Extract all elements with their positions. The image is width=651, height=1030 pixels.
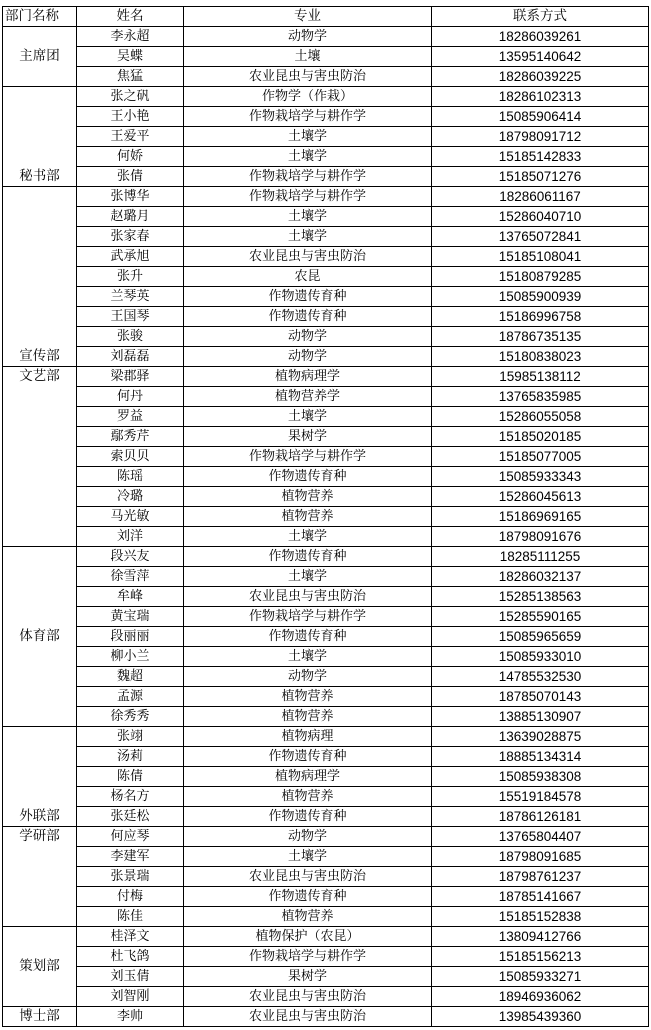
phone-cell[interactable]: 14785532530	[432, 667, 649, 687]
table-row	[3, 427, 649, 447]
major-cell[interactable]: 作物遗传育种	[184, 807, 432, 827]
major-cell[interactable]: 土壤	[184, 47, 432, 67]
header-name[interactable]: 姓名	[77, 7, 184, 27]
table-row	[3, 747, 649, 767]
phone-cell[interactable]: 15180838023	[432, 347, 649, 367]
phone-cell[interactable]: 15185152838	[432, 907, 649, 927]
name-cell[interactable]: 陈瑶	[77, 467, 184, 487]
major-cell[interactable]: 农业昆虫与害虫防治	[184, 867, 432, 887]
table-row	[3, 447, 649, 467]
name-cell[interactable]: 兰琴英	[77, 287, 184, 307]
phone-cell[interactable]: 15085965659	[432, 627, 649, 647]
phone-cell[interactable]: 15185108041	[432, 247, 649, 267]
name-cell[interactable]: 黄宝瑞	[77, 607, 184, 627]
major-cell[interactable]: 植物营养	[184, 907, 432, 927]
table-row	[3, 507, 649, 527]
table-row	[3, 667, 649, 687]
table-row	[3, 687, 649, 707]
name-cell[interactable]: 张景瑞	[77, 867, 184, 887]
phone-cell[interactable]: 13765804407	[432, 827, 649, 847]
name-cell[interactable]: 刘智刚	[77, 987, 184, 1007]
major-cell[interactable]: 土壤学	[184, 127, 432, 147]
table-row	[3, 307, 649, 327]
name-cell[interactable]: 罗益	[77, 407, 184, 427]
phone-cell[interactable]: 18285111255	[432, 547, 649, 567]
major-cell[interactable]: 植物保护（农昆）	[184, 927, 432, 947]
major-cell[interactable]: 作物栽培学与耕作学	[184, 167, 432, 187]
name-cell[interactable]: 焦猛	[77, 67, 184, 87]
dept-cell[interactable]: 外联部	[3, 727, 77, 827]
table-row	[3, 227, 649, 247]
phone-cell[interactable]: 13809412766	[432, 927, 649, 947]
name-cell[interactable]: 张廷松	[77, 807, 184, 827]
phone-cell[interactable]: 15519184578	[432, 787, 649, 807]
major-cell[interactable]: 植物营养学	[184, 387, 432, 407]
name-cell[interactable]: 冷璐	[77, 487, 184, 507]
phone-cell[interactable]: 15185071276	[432, 167, 649, 187]
major-cell[interactable]: 作物栽培学与耕作学	[184, 947, 432, 967]
name-cell[interactable]: 王小艳	[77, 107, 184, 127]
table-row	[3, 187, 649, 207]
name-cell[interactable]: 李建军	[77, 847, 184, 867]
major-cell[interactable]: 农业昆虫与害虫防治	[184, 587, 432, 607]
major-cell[interactable]: 植物营养	[184, 707, 432, 727]
name-cell[interactable]: 刘磊磊	[77, 347, 184, 367]
major-cell[interactable]: 果树学	[184, 967, 432, 987]
table-row	[3, 67, 649, 87]
name-cell[interactable]: 张倩	[77, 167, 184, 187]
phone-cell[interactable]: 18946936062	[432, 987, 649, 1007]
phone-cell[interactable]: 18286039225	[432, 67, 649, 87]
name-cell[interactable]: 何丹	[77, 387, 184, 407]
major-cell[interactable]: 土壤学	[184, 407, 432, 427]
name-cell[interactable]: 付梅	[77, 887, 184, 907]
header-phone[interactable]: 联系方式	[432, 7, 649, 27]
table-row	[3, 627, 649, 647]
phone-cell[interactable]: 18286032137	[432, 567, 649, 587]
major-cell[interactable]: 植物营养	[184, 687, 432, 707]
major-cell[interactable]: 作物遗传育种	[184, 747, 432, 767]
table-row	[3, 847, 649, 867]
name-cell[interactable]: 王国琴	[77, 307, 184, 327]
table-row	[3, 167, 649, 187]
table-row	[3, 907, 649, 927]
major-cell[interactable]: 植物营养	[184, 487, 432, 507]
major-cell[interactable]: 作物遗传育种	[184, 627, 432, 647]
major-cell[interactable]: 动物学	[184, 347, 432, 367]
table-row	[3, 107, 649, 127]
name-cell[interactable]: 张博华	[77, 187, 184, 207]
phone-cell[interactable]: 18785141667	[432, 887, 649, 907]
table-row	[3, 47, 649, 67]
name-cell[interactable]: 张之矾	[77, 87, 184, 107]
name-cell[interactable]: 段兴友	[77, 547, 184, 567]
table-row	[3, 87, 649, 107]
phone-cell[interactable]: 15285138563	[432, 587, 649, 607]
major-cell[interactable]: 作物栽培学与耕作学	[184, 607, 432, 627]
phone-cell[interactable]: 18798091676	[432, 527, 649, 547]
major-cell[interactable]: 农昆	[184, 267, 432, 287]
header-dept[interactable]: 部门名称	[3, 7, 77, 27]
phone-cell[interactable]: 13595140642	[432, 47, 649, 67]
major-cell[interactable]: 动物学	[184, 327, 432, 347]
major-cell[interactable]: 农业昆虫与害虫防治	[184, 1007, 432, 1027]
dept-cell[interactable]: 文艺部	[3, 367, 77, 547]
table-row	[3, 147, 649, 167]
table-row	[3, 267, 649, 287]
phone-cell[interactable]: 13885130907	[432, 707, 649, 727]
name-cell[interactable]: 刘玉倩	[77, 967, 184, 987]
table-row	[3, 207, 649, 227]
major-cell[interactable]: 作物栽培学与耕作学	[184, 447, 432, 467]
table-row	[3, 127, 649, 147]
name-cell[interactable]: 徐秀秀	[77, 707, 184, 727]
table-row	[3, 607, 649, 627]
major-cell[interactable]: 植物病理学	[184, 367, 432, 387]
phone-cell[interactable]: 15085933343	[432, 467, 649, 487]
phone-cell[interactable]: 18798091712	[432, 127, 649, 147]
major-cell[interactable]: 植物营养	[184, 787, 432, 807]
phone-cell[interactable]: 15085900939	[432, 287, 649, 307]
table-row	[3, 287, 649, 307]
name-cell[interactable]: 赵璐月	[77, 207, 184, 227]
phone-cell[interactable]: 15285590165	[432, 607, 649, 627]
name-cell[interactable]: 吴蝶	[77, 47, 184, 67]
header-major[interactable]: 专业	[184, 7, 432, 27]
phone-cell[interactable]: 13765835985	[432, 387, 649, 407]
table-row	[3, 587, 649, 607]
phone-cell[interactable]: 15085933010	[432, 647, 649, 667]
name-cell[interactable]: 武承旭	[77, 247, 184, 267]
table-row	[3, 807, 649, 827]
dept-cell[interactable]: 策划部	[3, 927, 77, 1007]
dept-cell[interactable]: 主席团	[3, 27, 77, 87]
table-row	[3, 967, 649, 987]
major-cell[interactable]: 作物栽培学与耕作学	[184, 107, 432, 127]
phone-cell[interactable]: 18885134314	[432, 747, 649, 767]
name-cell[interactable]: 索贝贝	[77, 447, 184, 467]
name-cell[interactable]: 徐雪萍	[77, 567, 184, 587]
table-row	[3, 547, 649, 567]
name-cell[interactable]: 刘洋	[77, 527, 184, 547]
dept-cell[interactable]: 博士部	[3, 1007, 77, 1027]
table-row	[3, 247, 649, 267]
name-cell[interactable]: 杨名方	[77, 787, 184, 807]
phone-cell[interactable]: 15985138112	[432, 367, 649, 387]
phone-cell[interactable]: 18785070143	[432, 687, 649, 707]
phone-cell[interactable]: 13985439360	[432, 1007, 649, 1027]
phone-cell[interactable]: 15085906414	[432, 107, 649, 127]
phone-cell[interactable]: 18798761237	[432, 867, 649, 887]
phone-cell[interactable]: 15186969165	[432, 507, 649, 527]
name-cell[interactable]: 马光敏	[77, 507, 184, 527]
name-cell[interactable]: 何娇	[77, 147, 184, 167]
name-cell[interactable]: 杜飞鸽	[77, 947, 184, 967]
table-row	[3, 407, 649, 427]
major-cell[interactable]: 作物遗传育种	[184, 307, 432, 327]
phone-cell[interactable]: 15185142833	[432, 147, 649, 167]
name-cell[interactable]: 汤莉	[77, 747, 184, 767]
phone-cell[interactable]: 15185156213	[432, 947, 649, 967]
phone-cell[interactable]: 15085933271	[432, 967, 649, 987]
phone-cell[interactable]: 18286061167	[432, 187, 649, 207]
phone-cell[interactable]: 18786735135	[432, 327, 649, 347]
dept-cell[interactable]: 体育部	[3, 547, 77, 727]
major-cell[interactable]: 动物学	[184, 27, 432, 47]
name-cell[interactable]: 魏超	[77, 667, 184, 687]
major-cell[interactable]: 农业昆虫与害虫防治	[184, 987, 432, 1007]
phone-cell[interactable]: 18286039261	[432, 27, 649, 47]
phone-cell[interactable]: 15286055058	[432, 407, 649, 427]
table-row	[3, 467, 649, 487]
table-row	[3, 727, 649, 747]
name-cell[interactable]: 孟源	[77, 687, 184, 707]
major-cell[interactable]: 植物营养	[184, 507, 432, 527]
table-row	[3, 387, 649, 407]
dept-cell[interactable]: 秘书部	[3, 87, 77, 187]
table-row	[3, 767, 649, 787]
table-row	[3, 867, 649, 887]
major-cell[interactable]: 土壤学	[184, 527, 432, 547]
major-cell[interactable]: 土壤学	[184, 847, 432, 867]
phone-cell[interactable]: 13639028875	[432, 727, 649, 747]
name-cell[interactable]: 陈佳	[77, 907, 184, 927]
table-row	[3, 347, 649, 367]
phone-cell[interactable]: 15185077005	[432, 447, 649, 467]
major-cell[interactable]: 土壤学	[184, 207, 432, 227]
name-cell[interactable]: 王爱平	[77, 127, 184, 147]
header-row	[3, 7, 649, 27]
phone-cell[interactable]: 15286045613	[432, 487, 649, 507]
name-cell[interactable]: 李永超	[77, 27, 184, 47]
major-cell[interactable]: 作物遗传育种	[184, 467, 432, 487]
name-cell[interactable]: 张家春	[77, 227, 184, 247]
name-cell[interactable]: 牟峰	[77, 587, 184, 607]
table-row	[3, 527, 649, 547]
table-row	[3, 827, 649, 847]
major-cell[interactable]: 动物学	[184, 667, 432, 687]
major-cell[interactable]: 植物病理学	[184, 767, 432, 787]
major-cell[interactable]: 作物学（作栽）	[184, 87, 432, 107]
phone-cell[interactable]: 18798091685	[432, 847, 649, 867]
major-cell[interactable]: 农业昆虫与害虫防治	[184, 247, 432, 267]
major-cell[interactable]: 农业昆虫与害虫防治	[184, 67, 432, 87]
phone-cell[interactable]: 18286102313	[432, 87, 649, 107]
phone-cell[interactable]: 18786126181	[432, 807, 649, 827]
phone-cell[interactable]: 15180879285	[432, 267, 649, 287]
major-cell[interactable]: 动物学	[184, 827, 432, 847]
table-row	[3, 927, 649, 947]
table-row	[3, 707, 649, 727]
major-cell[interactable]: 果树学	[184, 427, 432, 447]
dept-cell[interactable]: 学研部	[3, 827, 77, 927]
major-cell[interactable]: 土壤学	[184, 567, 432, 587]
dept-cell[interactable]: 宣传部	[3, 187, 77, 367]
name-cell[interactable]: 陈倩	[77, 767, 184, 787]
table-row	[3, 787, 649, 807]
name-cell[interactable]: 张骏	[77, 327, 184, 347]
phone-cell[interactable]: 15186996758	[432, 307, 649, 327]
phone-cell[interactable]: 15185020185	[432, 427, 649, 447]
member-table	[2, 6, 649, 1027]
table-body	[3, 27, 649, 1027]
name-cell[interactable]: 桂泽文	[77, 927, 184, 947]
name-cell[interactable]: 段丽丽	[77, 627, 184, 647]
phone-cell[interactable]: 15085938308	[432, 767, 649, 787]
table-row	[3, 947, 649, 967]
table-row	[3, 887, 649, 907]
name-cell[interactable]: 梁郡驿	[77, 367, 184, 387]
table-row	[3, 27, 649, 47]
major-cell[interactable]: 作物遗传育种	[184, 887, 432, 907]
table-row	[3, 327, 649, 347]
name-cell[interactable]: 张翊	[77, 727, 184, 747]
phone-cell[interactable]: 15286040710	[432, 207, 649, 227]
major-cell[interactable]: 土壤学	[184, 147, 432, 167]
table-row	[3, 647, 649, 667]
major-cell[interactable]: 作物栽培学与耕作学	[184, 187, 432, 207]
name-cell[interactable]: 柳小兰	[77, 647, 184, 667]
table-row	[3, 567, 649, 587]
major-cell[interactable]: 植物病理	[184, 727, 432, 747]
phone-cell[interactable]: 13765072841	[432, 227, 649, 247]
name-cell[interactable]: 张升	[77, 267, 184, 287]
table-row	[3, 987, 649, 1007]
name-cell[interactable]: 李帅	[77, 1007, 184, 1027]
table-row	[3, 487, 649, 507]
major-cell[interactable]: 作物遗传育种	[184, 287, 432, 307]
table-row	[3, 367, 649, 387]
major-cell[interactable]: 作物遗传育种	[184, 547, 432, 567]
table-row	[3, 1007, 649, 1027]
major-cell[interactable]: 土壤学	[184, 647, 432, 667]
name-cell[interactable]: 何应琴	[77, 827, 184, 847]
major-cell[interactable]: 土壤学	[184, 227, 432, 247]
name-cell[interactable]: 鄢秀芹	[77, 427, 184, 447]
